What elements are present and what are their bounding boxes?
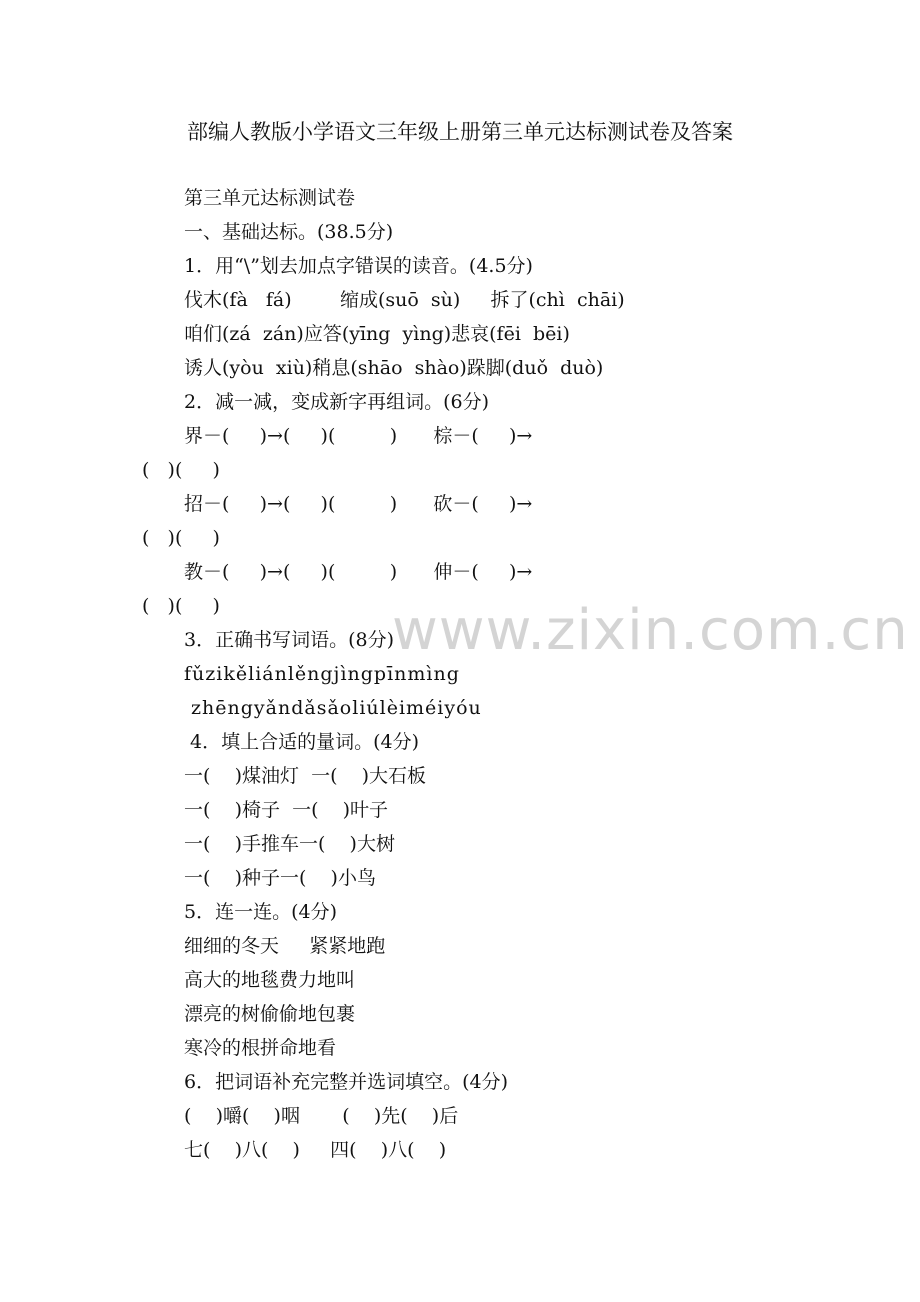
- question-1-line-1: 伐木(fà fá) 缩成(suō sù) 拆了(chì chāi): [184, 289, 625, 311]
- question-2-row-3-wrap: ( )( ): [142, 595, 220, 617]
- question-4-heading: 4．填上合适的量词。(4分): [184, 731, 420, 753]
- question-3-heading: 3．正确书写词语。(8分): [184, 629, 395, 651]
- question-2-row-1: 界－( )→( )( ) 棕－( )→: [184, 425, 533, 447]
- question-4-line-4: 一( )种子一( )小鸟: [184, 867, 376, 889]
- part-heading: 一、基础达标。(38.5分): [184, 221, 394, 243]
- question-1-line-3: 诱人(yòu xiù)稍息(shāo shào)跺脚(duǒ duò): [184, 357, 604, 379]
- question-2-row-3: 教－( )→( )( ) 伸－( )→: [184, 561, 533, 583]
- question-6-heading: 6．把词语补充完整并选词填空。(4分): [184, 1071, 509, 1093]
- question-5-line-1: 细细的冬天 紧紧地跑: [184, 935, 386, 957]
- question-4-line-1: 一( )煤油灯 一( )大石板: [184, 765, 427, 787]
- question-2-row-2: 招－( )→( )( ) 砍－( )→: [184, 493, 533, 515]
- question-2-heading: 2．减一减，变成新字再组词。(6分): [184, 391, 490, 413]
- question-6-line-2: 七( )八( ) 四( )八( ): [184, 1139, 447, 1161]
- question-2-row-1-wrap: ( )( ): [142, 459, 220, 481]
- question-5-line-2: 高大的地毯费力地叫: [184, 969, 356, 991]
- question-4-line-3: 一( )手推车一( )大树: [184, 833, 395, 855]
- question-4-line-2: 一( )椅子 一( )叶子: [184, 799, 389, 821]
- question-3-pinyin-1: fǔzikěliánlěngjìngpīnmìng: [184, 663, 460, 685]
- question-1-heading: 1．用“\”划去加点字错误的读音。(4.5分): [184, 255, 533, 277]
- question-3-pinyin-2: zhēngyǎndǎsǎoliúlèiméiyóu: [184, 697, 482, 719]
- section-heading: 第三单元达标测试卷: [184, 187, 356, 209]
- question-2-row-2-wrap: ( )( ): [142, 527, 220, 549]
- question-1-line-2: 咱们(zá zán)应答(yīng yìng)悲哀(fēi bēi): [184, 323, 570, 345]
- question-5-heading: 5．连一连。(4分): [184, 901, 338, 923]
- watermark: www.zixin.com.cn: [392, 598, 909, 663]
- question-5-line-4: 寒冷的根拼命地看: [184, 1037, 337, 1059]
- document-title: 部编人教版小学语文三年级上册第三单元达标测试卷及答案: [187, 120, 733, 144]
- question-5-line-3: 漂亮的树偷偷地包裹: [184, 1003, 356, 1025]
- question-6-line-1: ( )嚼( )咽 ( )先( )后: [184, 1105, 459, 1127]
